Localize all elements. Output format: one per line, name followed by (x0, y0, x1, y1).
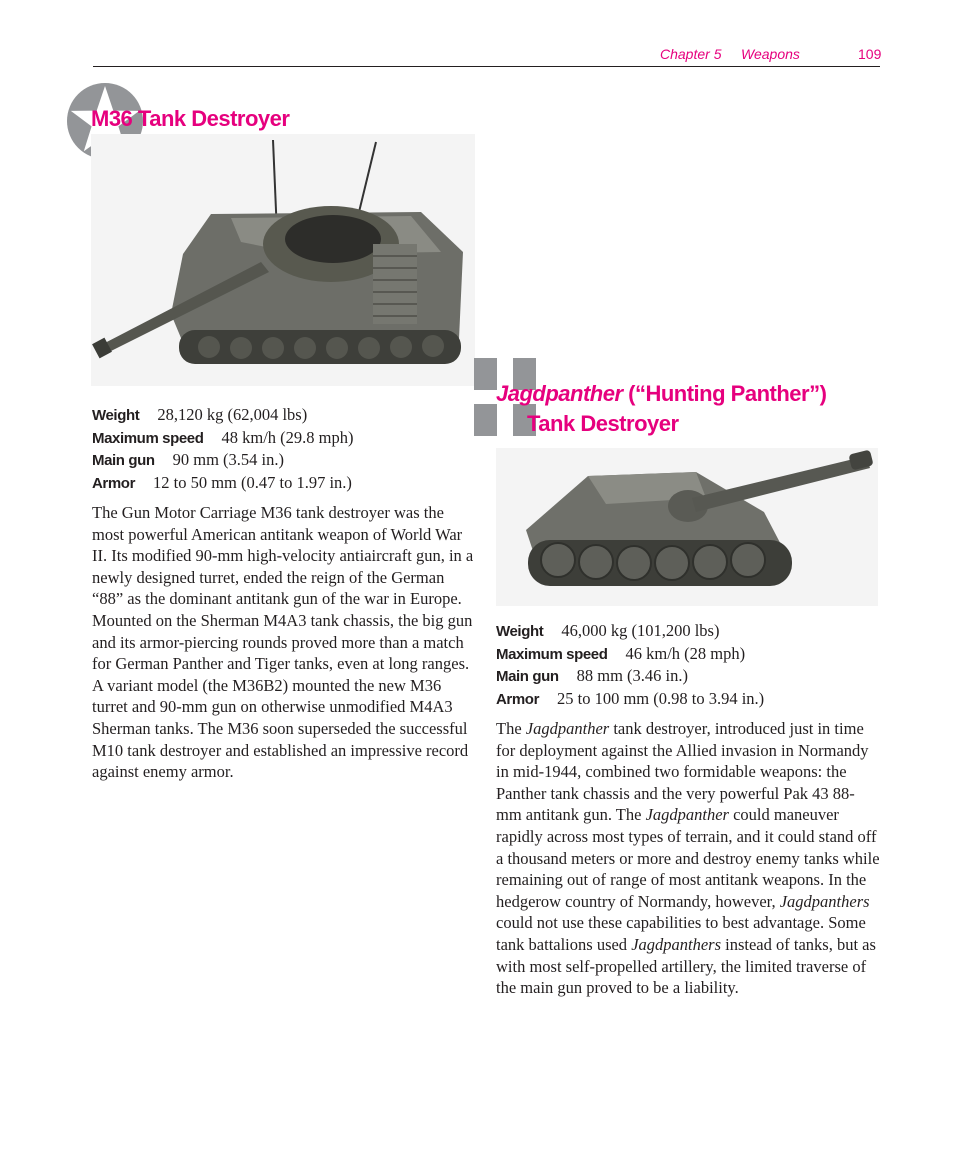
m36-description (92, 502, 476, 783)
italic-run: Jagdpanthers (631, 934, 722, 954)
spec-value: 48 km/h (29.8 mph) (221, 427, 354, 447)
spec-row (92, 427, 354, 450)
m36-title: M36 Tank Destroyer (91, 106, 290, 131)
spec-value: 12 to 50 mm (0.47 to 1.97 in.) (153, 472, 352, 492)
jagdpanther-tank-photo (496, 448, 878, 606)
spec-label: Weight (496, 623, 544, 640)
spec-label: Maximum speed (92, 429, 204, 447)
text-run: could not use these capabilities to best advantage. Some tank battalions used (496, 913, 866, 954)
spec-row (496, 688, 764, 711)
text-run: tank destroyer, introduced just in time for deployment against the Allied invasion in Normandy in mid-1944, combined two formidable weapons: the Panther tank chassis and the very powerful Pak 43 88-mm antitank gun. The (496, 719, 869, 825)
italic-run: Jagdpanther (645, 805, 729, 825)
spec-row (92, 472, 354, 495)
spec-label: Main gun (92, 452, 155, 469)
spec-label: Armor (496, 690, 540, 708)
m36-tank-photo (91, 134, 475, 386)
jagdpanther-title-line2: Tank Destroyer (527, 411, 679, 436)
m36-specs (92, 404, 354, 494)
jagdpanther-title (496, 381, 826, 407)
spec-value: 46,000 kg (101,200 lbs) (561, 621, 720, 640)
spec-value: 25 to 100 mm (0.98 to 3.94 in.) (557, 688, 765, 708)
page-number: 109 (858, 46, 882, 62)
spec-row (496, 665, 764, 688)
spec-label: Maximum speed (496, 645, 608, 663)
spec-label: Weight (92, 407, 140, 424)
spec-row (496, 620, 764, 643)
spec-row (92, 404, 354, 427)
spec-value: 90 mm (3.54 in.) (172, 450, 284, 469)
spec-label: Main gun (496, 668, 559, 685)
m36-paragraph: The Gun Motor Carriage M36 tank destroyer was the most powerful American antitank weapon of World War II. Its modified 90-mm high-velocity antiaircraft gun, in a newly designed turret, ended the reign of the German “88” as the dominant antitank gun of the war in Europe. Mounted on the Sherman M4A3 tank chassis, the big gun and its armor-piercing rounds proved more than a match for German Panther and Tiger tanks, even at long ranges. A variant model (the M36B2) mounted the new M36 turret and 90-mm gun on otherwise unmodified M4A3 Sherman tanks. The M36 soon superseded the successful M10 tank destroyer and established an impressive record against enemy armor. (92, 503, 474, 782)
jagdpanther-specs (496, 620, 764, 710)
spec-value: 46 km/h (28 mph) (625, 643, 746, 663)
spec-row (92, 449, 354, 472)
text-run: The (496, 719, 526, 738)
jagdpanther-paragraph (496, 718, 880, 999)
section-label: Weapons (741, 46, 800, 62)
spec-value: 88 mm (3.46 in.) (576, 666, 688, 685)
spec-row (496, 643, 764, 666)
header-rule (93, 66, 880, 67)
chapter-label: Chapter 5 (660, 46, 722, 62)
spec-label: Armor (92, 474, 136, 492)
italic-run: Jagdpanther (525, 719, 610, 738)
jagdpanther-title-rest: (“Hunting Panther”) (622, 381, 827, 406)
italic-run: Jagdpanthers (779, 891, 870, 911)
text-run: could maneuver rapidly across most types of terrain, and it could stand off a thousand meters or more and destroy enemy tanks while remaining out of range of most antitank weapons. In the hedgerow country of Normandy, however, (496, 805, 880, 911)
jagdpanther-description (496, 718, 880, 999)
spec-value: 28,120 kg (62,004 lbs) (157, 405, 308, 424)
jagdpanther-title-italic: Jagdpanther (496, 381, 623, 406)
text-run: instead of tanks, but as with most self-propelled artillery, the limited traverse of the main gun proved to be a liability. (496, 934, 876, 998)
